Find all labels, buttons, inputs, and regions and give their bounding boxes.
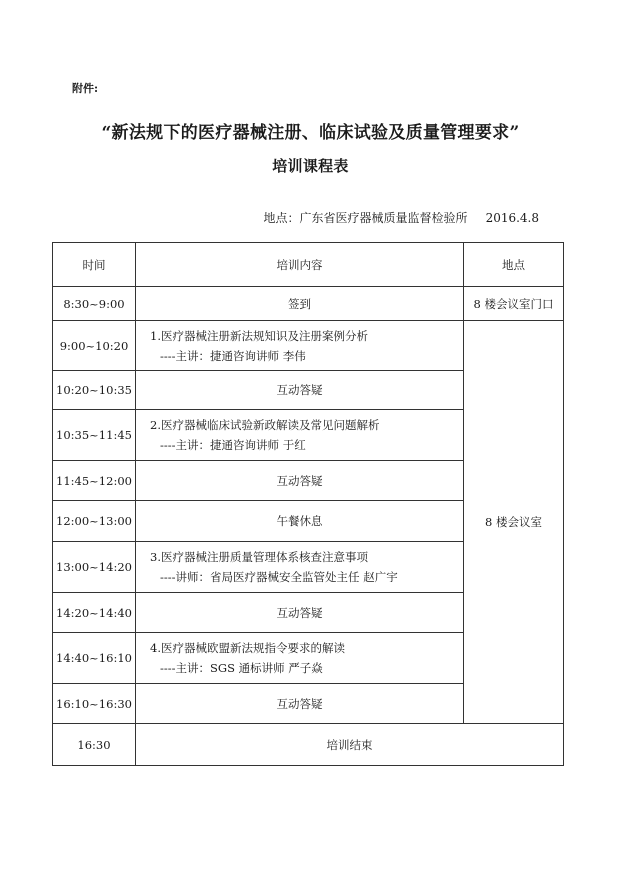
- session-speaker: ----主讲：捷通咨询讲师 李伟: [160, 348, 306, 363]
- row-content: 互动答疑: [136, 461, 464, 501]
- row-content: 互动答疑: [136, 593, 464, 633]
- row-time: 14:20~14:40: [53, 593, 136, 633]
- row-time: 13:00~14:20: [53, 542, 136, 593]
- location-label: 地点：广东省医疗器械质量监督检验所: [263, 211, 468, 225]
- row-content: [136, 321, 464, 371]
- session-title: 2.医疗器械临床试验新政解读及常见问题解析: [150, 418, 380, 432]
- location-line: [264, 209, 539, 226]
- session-title: 4.医疗器械欧盟新法规指令要求的解读: [150, 641, 345, 655]
- row-time: 10:20~10:35: [53, 371, 136, 410]
- row-content: [136, 633, 464, 684]
- row-time: 9:00~10:20: [53, 321, 136, 371]
- row-content: [136, 542, 464, 593]
- row-content: 互动答疑: [136, 684, 464, 724]
- table-row: [53, 724, 564, 766]
- row-place: 8 楼会议室门口: [464, 287, 564, 321]
- row-time: 12:00~13:00: [53, 501, 136, 542]
- row-time: 14:40~16:10: [53, 633, 136, 684]
- merged-place-cell: 8 楼会议室: [464, 321, 564, 724]
- session-speaker: ----主讲：SGS 通标讲师 严子焱: [160, 661, 323, 675]
- row-content: 午餐休息: [136, 501, 464, 542]
- session-title: 3.医疗器械注册质量管理体系核查注意事项: [150, 550, 368, 564]
- attachment-label: 附件:: [72, 82, 99, 95]
- session-speaker: ----主讲：捷通咨询讲师 于红: [160, 438, 306, 452]
- table-row: [53, 321, 564, 371]
- header-content: 培训内容: [136, 243, 464, 287]
- row-time: 11:45~12:00: [53, 461, 136, 501]
- row-content: 签到: [136, 287, 464, 321]
- row-time: 8:30~9:00: [53, 287, 136, 321]
- header-time: 时间: [53, 243, 136, 287]
- row-content: 互动答疑: [136, 371, 464, 410]
- row-content: [136, 410, 464, 461]
- table-row: [53, 287, 564, 321]
- row-content: 培训结束: [136, 724, 564, 766]
- location-date: 2016.4.8: [485, 211, 539, 225]
- row-time: 10:35~11:45: [53, 410, 136, 461]
- document-subtitle: 培训课程表: [272, 157, 349, 175]
- header-place: 地点: [464, 243, 564, 287]
- row-time: 16:30: [53, 724, 136, 766]
- document-title: “新法规下的医疗器械注册、临床试验及质量管理要求”: [101, 123, 520, 143]
- row-time: 16:10~16:30: [53, 684, 136, 724]
- table-header-row: [53, 243, 564, 287]
- session-speaker: ----讲师：省局医疗器械安全监管处主任 赵广宇: [160, 570, 398, 584]
- session-title: 1.医疗器械注册新法规知识及注册案例分析: [150, 328, 368, 343]
- schedule-table: [52, 242, 564, 766]
